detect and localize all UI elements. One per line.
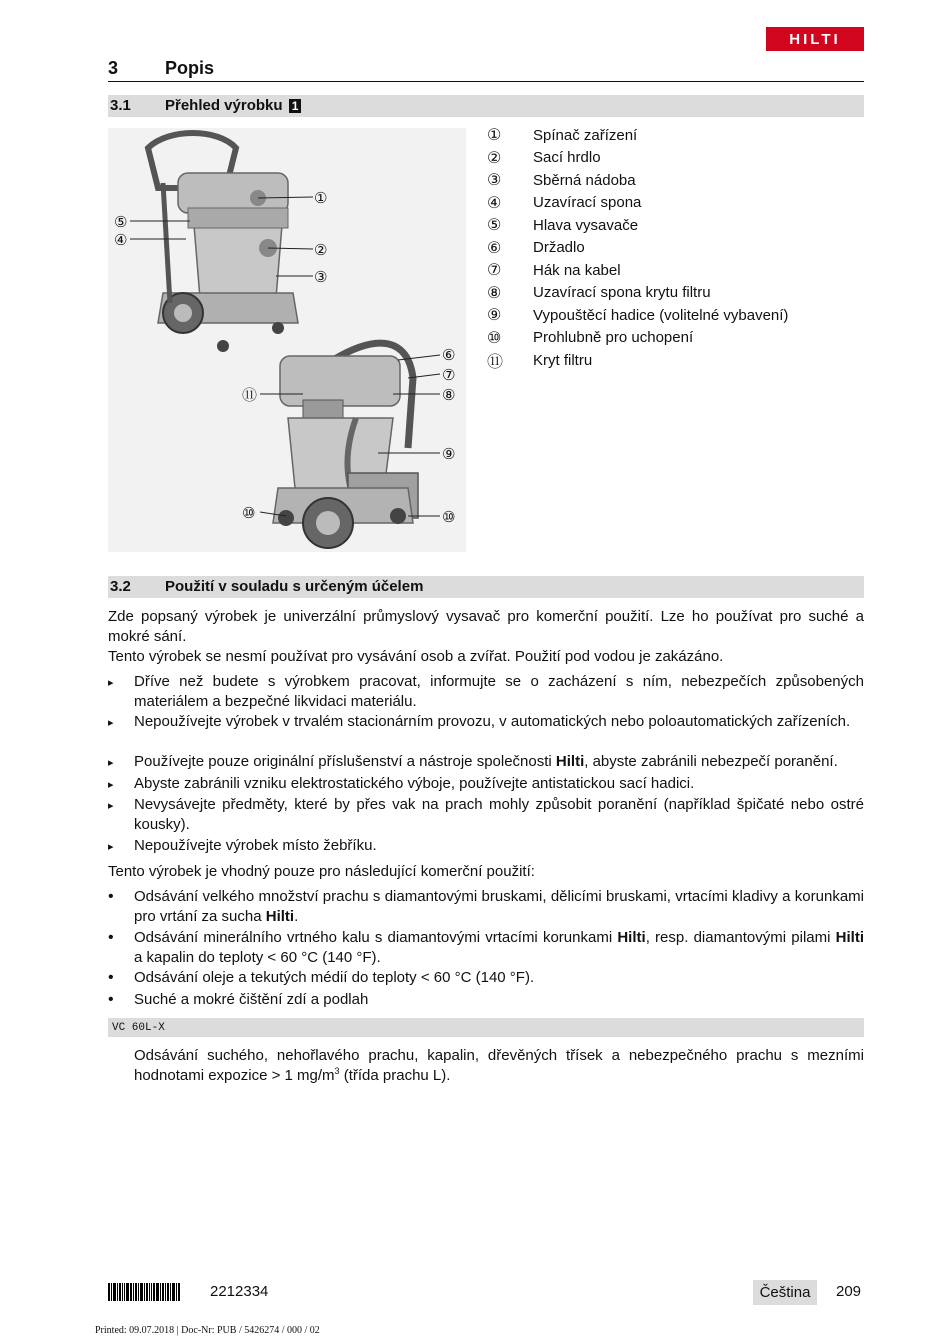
text-run: Odsávání velkého množství prachu s diamantovými bruskami, dělicími bruskami, vrtacími kladivy a korunkami pro vrtání za sucha xyxy=(134,888,864,925)
callout-4: ④ xyxy=(114,231,128,249)
legend-text: Vypouštěcí hadice (volitelné vybavení) xyxy=(533,306,789,324)
bullet-marker: • xyxy=(108,991,114,1008)
instruction-text: Nepoužívejte výrobek místo žebříku. xyxy=(134,837,377,854)
print-info: Printed: 09.07.2018 | Doc-Nr: PUB / 5426274 / 000 / 02 xyxy=(95,1325,320,1336)
usage-item xyxy=(108,928,864,967)
text-run: Odsávání minerálního vrtného kalu s diamantovými vrtacími korunkami xyxy=(134,929,618,946)
callout-8: ⑧ xyxy=(442,386,456,404)
legend-num: ④ xyxy=(487,194,502,212)
language-label: Čeština xyxy=(753,1280,817,1305)
brand-name: Hilti xyxy=(265,907,295,925)
legend-item xyxy=(487,147,847,170)
bullet-marker: • xyxy=(108,969,114,986)
instruction-item xyxy=(108,672,864,711)
legend-num: ① xyxy=(487,127,502,145)
usage-intro: Tento výrobek je vhodný pouze pro následující komerční použití: xyxy=(108,863,535,880)
usage-item xyxy=(108,968,864,988)
instruction-item xyxy=(108,795,864,834)
legend-num: ⑤ xyxy=(487,217,502,235)
chapter-number: 3 xyxy=(108,58,119,78)
callout-1: ① xyxy=(314,189,328,207)
callout-10-right: ⑩ xyxy=(442,508,456,526)
chapter-title: Popis xyxy=(165,58,215,78)
instruction-item xyxy=(108,836,864,858)
legend-num: ⑩ xyxy=(487,329,502,347)
bullet-marker: • xyxy=(108,888,114,905)
instruction-text: Abyste zabránili vzniku elektrostatického výboje, používejte antistatickou sací hadici. xyxy=(134,775,695,792)
intro-paragraph: Zde popsaný výrobek je univerzální průmyslový vysavač pro komerční použití. Lze ho používat pro suché a mokré sání. xyxy=(108,608,864,645)
arrow-marker: ▸ xyxy=(108,841,114,853)
text-run: Používejte pouze originální příslušenství a nástroje společnosti xyxy=(134,753,556,770)
legend-text: Prohlubně pro uchopení xyxy=(533,329,694,347)
instruction-text: Nepoužívejte výrobek v trvalém stacionárním provozu, v automatických nebo poloautomatických zařízeních. xyxy=(134,713,851,730)
legend-item xyxy=(487,214,847,237)
text-run: . xyxy=(294,907,299,925)
instruction-text: Dříve než budete s výrobkem pracovat, informujte se o zacházení s ním, nebezpečích způsobených materiálem a bezpečné likvidaci materiálu. xyxy=(134,673,864,710)
usage-text xyxy=(134,928,864,967)
instruction-text: Nevysávejte předměty, které by přes vak na prach mohly způsobit poranění (například špičaté nebo ostré kousky). xyxy=(134,796,864,833)
usage-text xyxy=(134,887,864,926)
callout-7: ⑦ xyxy=(442,366,456,384)
legend-item xyxy=(487,169,847,192)
model-description xyxy=(134,1046,864,1085)
legend-item xyxy=(487,349,847,372)
legend-item xyxy=(487,259,847,282)
legend-num: ⑥ xyxy=(487,239,502,257)
usage-text: Suché a mokré čištění zdí a podlah xyxy=(134,991,369,1008)
legend-num: ⑪ xyxy=(487,353,504,371)
legend-text: Uzavírací spona xyxy=(533,194,642,212)
arrow-marker: ▸ xyxy=(108,779,114,791)
legend-text: Sběrná nádoba xyxy=(533,171,636,189)
callout-2: ② xyxy=(314,241,328,259)
callout-10-left: ⑩ xyxy=(242,504,256,522)
barcode xyxy=(108,1283,192,1301)
product-figure xyxy=(108,128,466,552)
legend-num: ② xyxy=(487,149,502,167)
superscript: 3 xyxy=(334,1065,340,1076)
instruction-item xyxy=(108,752,864,774)
doc-number: 2212334 xyxy=(210,1283,269,1300)
brand-name: Hilti xyxy=(835,929,864,946)
callout-6: ⑥ xyxy=(442,346,456,364)
arrow-marker: ▸ xyxy=(108,757,114,769)
legend-num: ③ xyxy=(487,172,502,190)
text-run: Odsávání suchého, nehořlavého prachu, kapalin, dřevěných třísek a nebezpečného prachu s mezními hodnotami expozice > 1 mg/m xyxy=(134,1047,864,1084)
callout-11: ⑪ xyxy=(242,386,258,404)
legend-item xyxy=(487,237,847,260)
chapter-rule xyxy=(108,81,864,82)
legend-item xyxy=(487,124,847,147)
legend-text: Uzavírací spona krytu filtru xyxy=(533,284,711,302)
legend-item xyxy=(487,192,847,215)
legend-text: Hák na kabel xyxy=(533,261,621,279)
figure-legend xyxy=(487,124,847,372)
prohibition-paragraph: Tento výrobek se nesmí používat pro vysávání osob a zvířat. Použití pod vodou je zakázáno. xyxy=(108,648,724,665)
model-label: VC 60L-X xyxy=(112,1021,165,1034)
legend-item xyxy=(487,304,847,327)
instruction-item xyxy=(108,774,864,796)
page-number: 209 xyxy=(836,1283,862,1300)
usage-item xyxy=(108,990,864,1010)
usage-text: Odsávání oleje a tekutých médií do teploty < 60 °C (140 °F). xyxy=(134,969,535,986)
usage-item xyxy=(108,887,864,926)
legend-text: Hlava vysavače xyxy=(533,216,639,234)
instruction-text xyxy=(134,752,864,774)
section-number-3-2: 3.2 xyxy=(110,578,131,595)
figure-ref-badge: 1 xyxy=(289,99,302,113)
legend-num: ⑨ xyxy=(487,307,502,325)
section-title-text: Přehled výrobku xyxy=(165,97,283,114)
section-number-3-1: 3.1 xyxy=(110,97,131,114)
callout-5: ⑤ xyxy=(114,213,128,231)
callout-3: ③ xyxy=(314,268,328,286)
legend-item xyxy=(487,282,847,305)
legend-text: Spínač zařízení xyxy=(533,126,638,144)
arrow-marker: ▸ xyxy=(108,800,114,812)
logo-text: HILTI xyxy=(789,30,841,48)
hilti-logo xyxy=(766,27,864,51)
brand-name: Hilti xyxy=(617,929,646,946)
text-run: , abyste zabránili nebezpečí poranění. xyxy=(584,753,838,770)
callout-9: ⑨ xyxy=(442,445,456,463)
arrow-marker: ▸ xyxy=(108,717,114,729)
legend-text: Kryt filtru xyxy=(533,351,593,369)
legend-num: ⑦ xyxy=(487,262,502,280)
text-run: , resp. diamantovými pilami xyxy=(645,929,836,946)
brand-name: Hilti xyxy=(555,753,585,770)
legend-num: ⑧ xyxy=(487,284,502,302)
legend-item xyxy=(487,327,847,350)
section-title-3-1 xyxy=(165,97,301,114)
instruction-item xyxy=(108,712,864,734)
bullet-marker: • xyxy=(108,929,114,946)
model-bar xyxy=(108,1018,864,1037)
legend-text: Sací hrdlo xyxy=(533,149,601,167)
section-title-3-2: Použití v souladu s určeným účelem xyxy=(165,578,424,595)
legend-text: Držadlo xyxy=(533,239,585,257)
text-run: (třída prachu L). xyxy=(339,1066,451,1084)
text-run: a kapalin do teploty < 60 °C (140 °F). xyxy=(134,948,381,966)
arrow-marker: ▸ xyxy=(108,677,114,689)
